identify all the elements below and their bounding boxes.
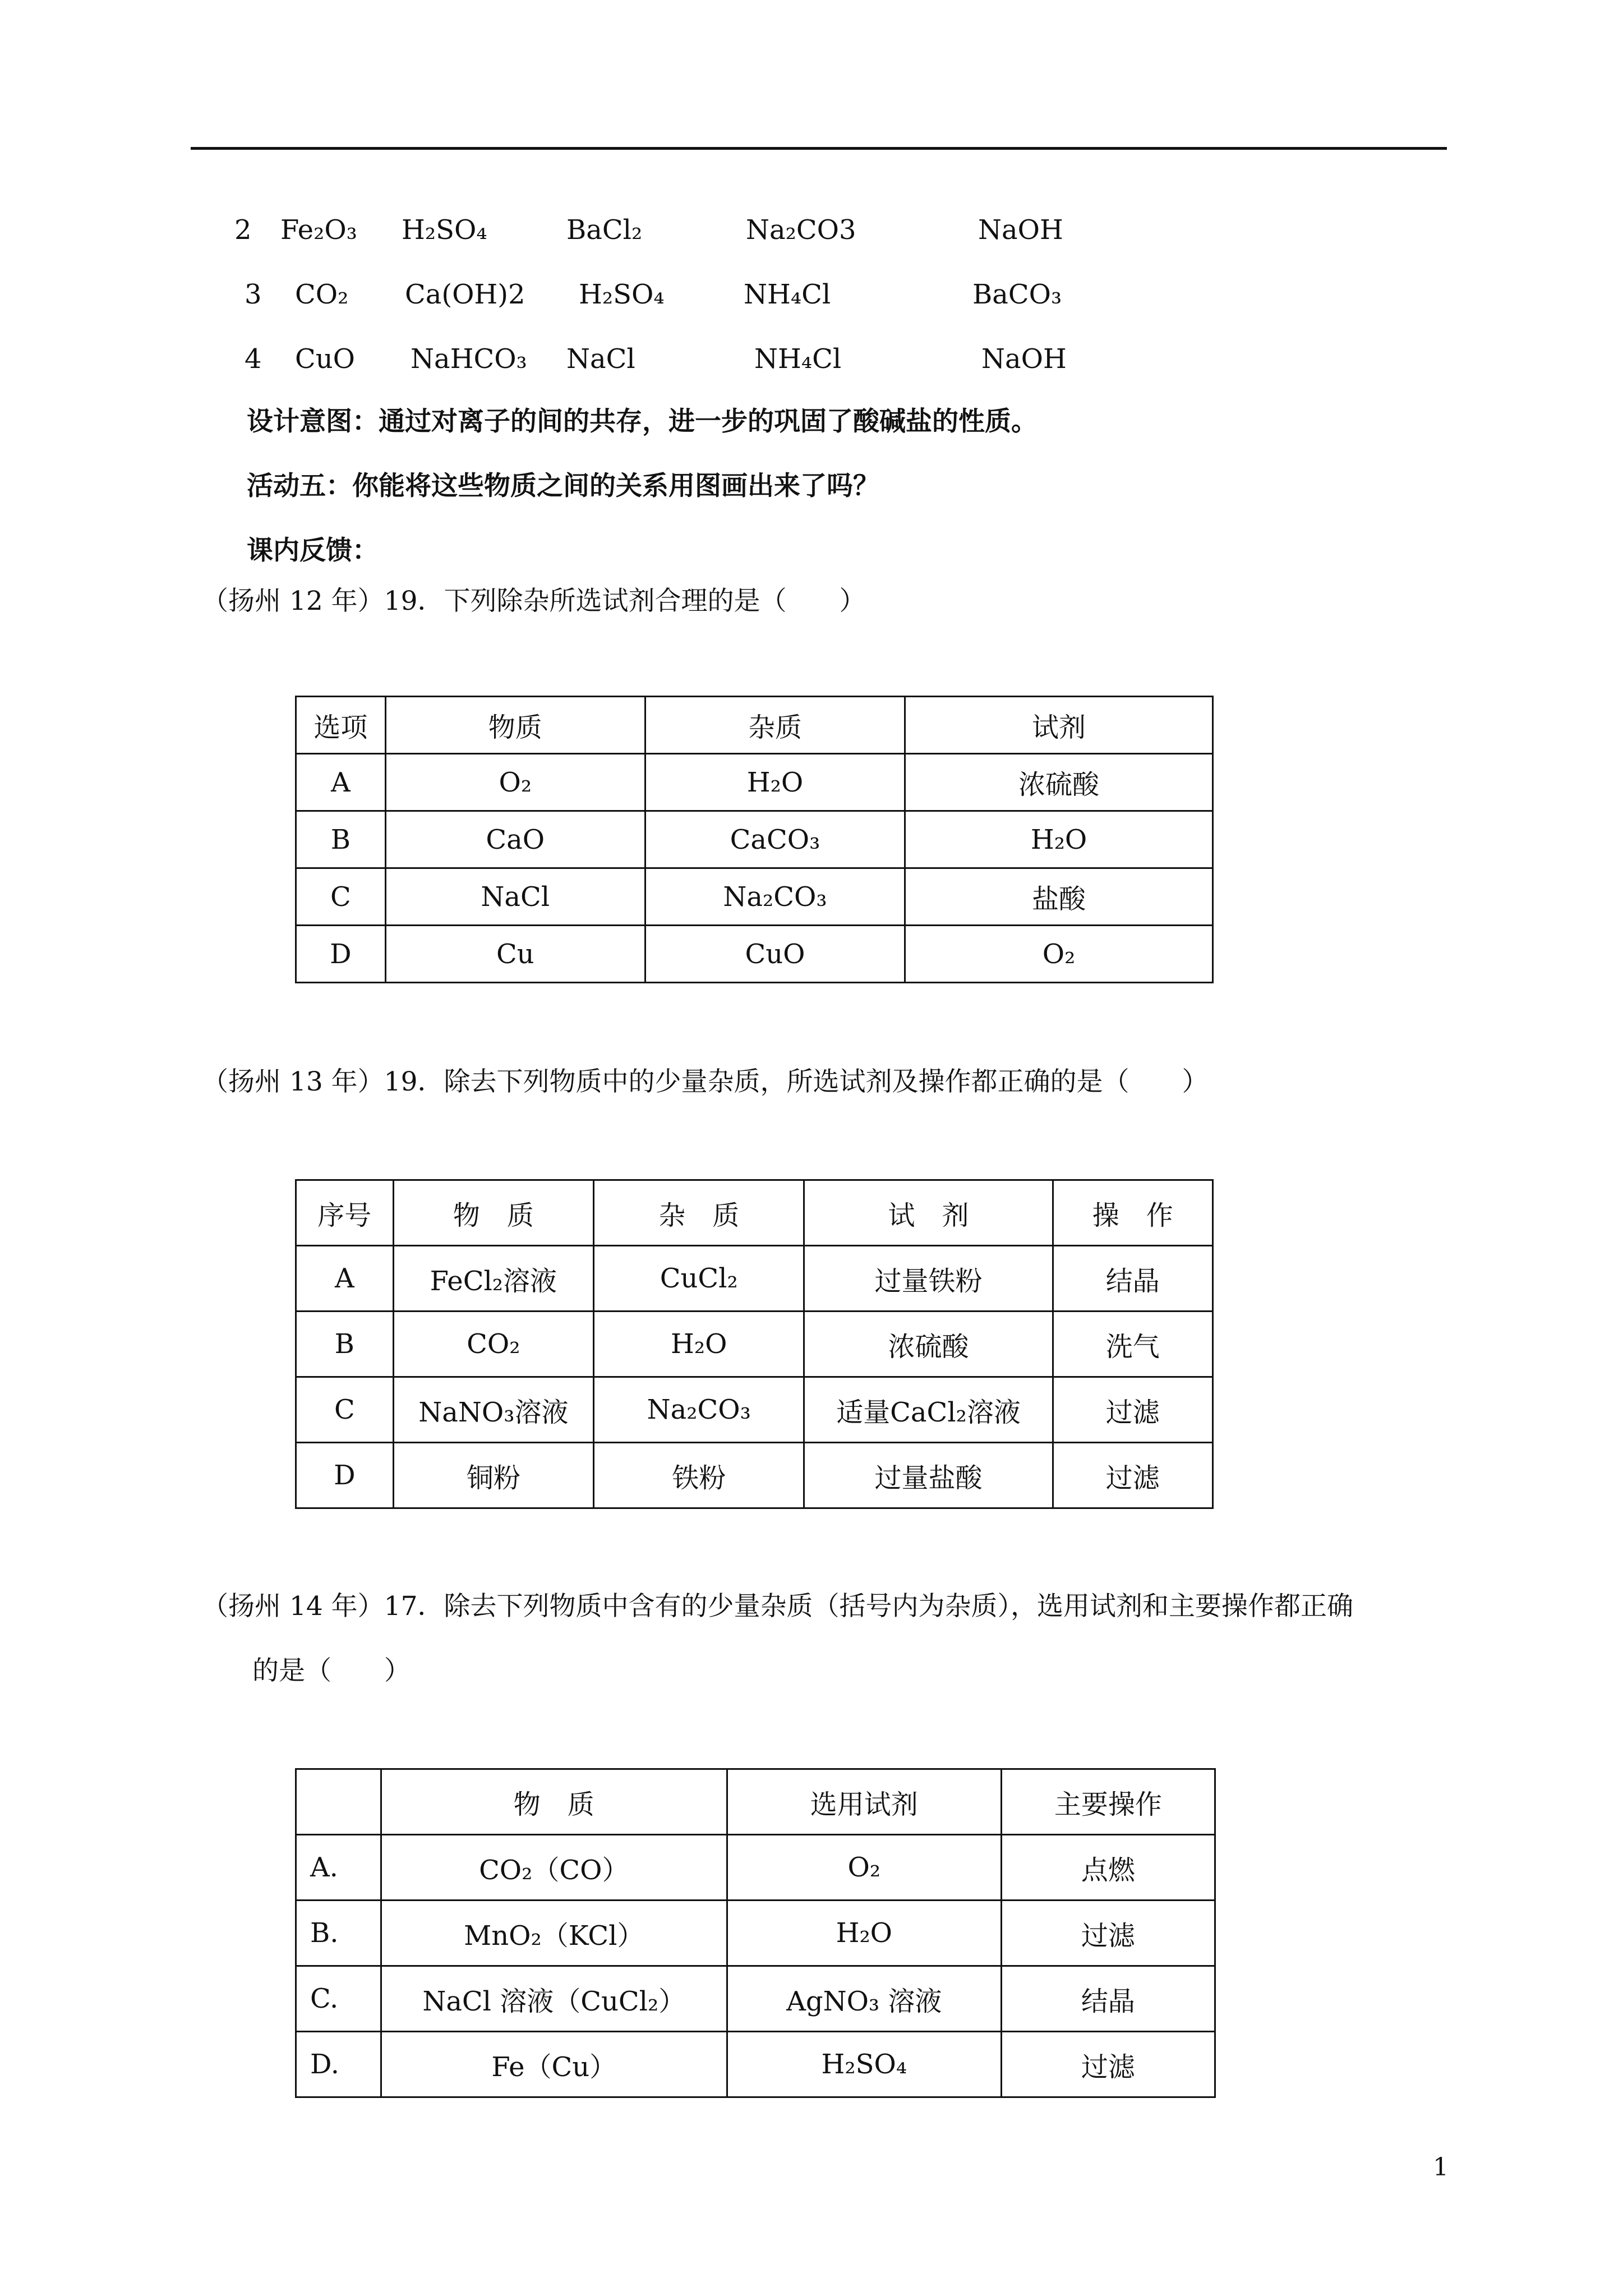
table-cell: 过滤	[1001, 2032, 1215, 2097]
header-cell: 操 作	[1053, 1180, 1212, 1246]
formula: Na₂CO3	[746, 214, 856, 246]
table-cell: 铜粉	[393, 1443, 593, 1508]
table-cell: 点燃	[1001, 1835, 1215, 1901]
formula: Ca(OH)2	[405, 279, 525, 310]
table-header-row	[296, 1180, 1213, 1246]
table-cell: O₂	[727, 1835, 1001, 1901]
table-cell: B	[296, 811, 386, 868]
table-row	[296, 1835, 1215, 1901]
table-row	[296, 2032, 1215, 2097]
formula: Fe₂O₃	[280, 214, 357, 246]
table-cell: 适量CaCl₂溶液	[804, 1377, 1053, 1443]
header-cell: 选项	[296, 697, 386, 754]
table-row	[296, 1966, 1215, 2032]
table-cell: O₂	[385, 754, 645, 811]
table-cell: H₂O	[594, 1312, 804, 1377]
header-cell: 序号	[296, 1180, 394, 1246]
question-3-stem-line2: 的是（ ）	[252, 1655, 411, 1686]
table-cell: NaCl 溶液（CuCl₂）	[381, 1966, 727, 2032]
header-cell: 杂 质	[594, 1180, 804, 1246]
table-cell: Na₂CO₃	[594, 1377, 804, 1443]
formula: NaOH	[978, 214, 1063, 246]
table-cell: 洗气	[1053, 1312, 1212, 1377]
table-cell: B	[296, 1312, 394, 1377]
table-cell: A.	[296, 1835, 381, 1901]
table-cell: 浓硫酸	[905, 754, 1213, 811]
page-number: 1	[1433, 2153, 1449, 2182]
table-cell: MnO₂（KCl）	[381, 1901, 727, 1966]
row-number: 4	[245, 343, 262, 375]
table-cell: 盐酸	[905, 868, 1213, 926]
header-cell	[296, 1769, 381, 1835]
table-header-row	[296, 1769, 1215, 1835]
table-cell: 过滤	[1053, 1443, 1212, 1508]
question-1-table	[295, 696, 1214, 983]
table-cell: H₂O	[645, 754, 905, 811]
table-cell: Fe（Cu）	[381, 2032, 727, 2097]
table-cell: Na₂CO₃	[645, 868, 905, 926]
formula: NH₄Cl	[744, 279, 831, 310]
table-cell: Cu	[385, 926, 645, 983]
table-row	[296, 1246, 1213, 1312]
table-cell: D	[296, 926, 386, 983]
table-row	[296, 811, 1213, 868]
table-row	[296, 1312, 1213, 1377]
header-cell: 试 剂	[804, 1180, 1053, 1246]
table-row	[296, 1443, 1213, 1508]
table-cell: NaNO₃溶液	[393, 1377, 593, 1443]
table-cell: 过量盐酸	[804, 1443, 1053, 1508]
table-cell: 浓硫酸	[804, 1312, 1053, 1377]
table-cell: C.	[296, 1966, 381, 2032]
header-rule	[191, 147, 1447, 150]
table-cell: CaCO₃	[645, 811, 905, 868]
row-number: 3	[245, 279, 262, 310]
table-cell: 过量铁粉	[804, 1246, 1053, 1312]
table-header-row	[296, 697, 1213, 754]
formula: BaCO₃	[972, 279, 1062, 310]
table-cell: D	[296, 1443, 394, 1508]
table-cell: FeCl₂溶液	[393, 1246, 593, 1312]
formula: H₂SO₄	[579, 279, 665, 310]
table-cell: CO₂（CO）	[381, 1835, 727, 1901]
table-row	[296, 926, 1213, 983]
question-3-stem-line1: （扬州 14 年）17．除去下列物质中含有的少量杂质（括号内为杂质），选用试剂和主要操作都正确	[202, 1591, 1353, 1622]
table-cell: B.	[296, 1901, 381, 1966]
table-cell: A	[296, 754, 386, 811]
table-cell: 过滤	[1001, 1901, 1215, 1966]
table-cell: CaO	[385, 811, 645, 868]
table-row	[296, 754, 1213, 811]
table-cell: H₂SO₄	[727, 2032, 1001, 2097]
formula: H₂SO₄	[402, 214, 487, 246]
table-cell: O₂	[905, 926, 1213, 983]
table-row	[296, 1377, 1213, 1443]
table-cell: 结晶	[1001, 1966, 1215, 2032]
header-cell: 物 质	[381, 1769, 727, 1835]
header-cell: 试剂	[905, 697, 1213, 754]
table-cell: A	[296, 1246, 394, 1312]
design-intent: 设计意图：通过对离子的间的共存，进一步的巩固了酸碱盐的性质。	[247, 406, 1038, 437]
table-row	[296, 868, 1213, 926]
table-cell: 铁粉	[594, 1443, 804, 1508]
header-cell: 选用试剂	[727, 1769, 1001, 1835]
table-cell: D.	[296, 2032, 381, 2097]
table-cell: NaCl	[385, 868, 645, 926]
table-cell: H₂O	[727, 1901, 1001, 1966]
table-cell: CuO	[645, 926, 905, 983]
table-cell: CO₂	[393, 1312, 593, 1377]
formula: NaHCO₃	[411, 343, 527, 375]
formula: NaOH	[981, 343, 1067, 375]
formula: CuO	[295, 343, 355, 375]
table-cell: C	[296, 1377, 394, 1443]
formula: CO₂	[295, 279, 349, 310]
table-cell: CuCl₂	[594, 1246, 804, 1312]
table-cell: 结晶	[1053, 1246, 1212, 1312]
question-3-table	[295, 1768, 1216, 2098]
table-cell: AgNO₃ 溶液	[727, 1966, 1001, 2032]
row-number: 2	[234, 214, 252, 246]
header-cell: 物 质	[393, 1180, 593, 1246]
table-cell: H₂O	[905, 811, 1213, 868]
header-cell: 主要操作	[1001, 1769, 1215, 1835]
header-cell: 物质	[385, 697, 645, 754]
question-2-table	[295, 1179, 1214, 1509]
question-1-stem: （扬州 12 年）19．下列除杂所选试剂合理的是（ ）	[202, 586, 866, 616]
formula: BaCl₂	[566, 214, 643, 246]
activity-five: 活动五：你能将这些物质之间的关系用图画出来了吗？	[247, 471, 879, 501]
table-cell: 过滤	[1053, 1377, 1212, 1443]
formula: NaCl	[566, 343, 635, 375]
formula: NH₄Cl	[754, 343, 842, 375]
question-2-stem: （扬州 13 年）19．除去下列物质中的少量杂质，所选试剂及操作都正确的是（ ）	[202, 1066, 1209, 1097]
feedback-heading: 课内反馈：	[247, 535, 379, 566]
table-cell: C	[296, 868, 386, 926]
table-row	[296, 1901, 1215, 1966]
header-cell: 杂质	[645, 697, 905, 754]
